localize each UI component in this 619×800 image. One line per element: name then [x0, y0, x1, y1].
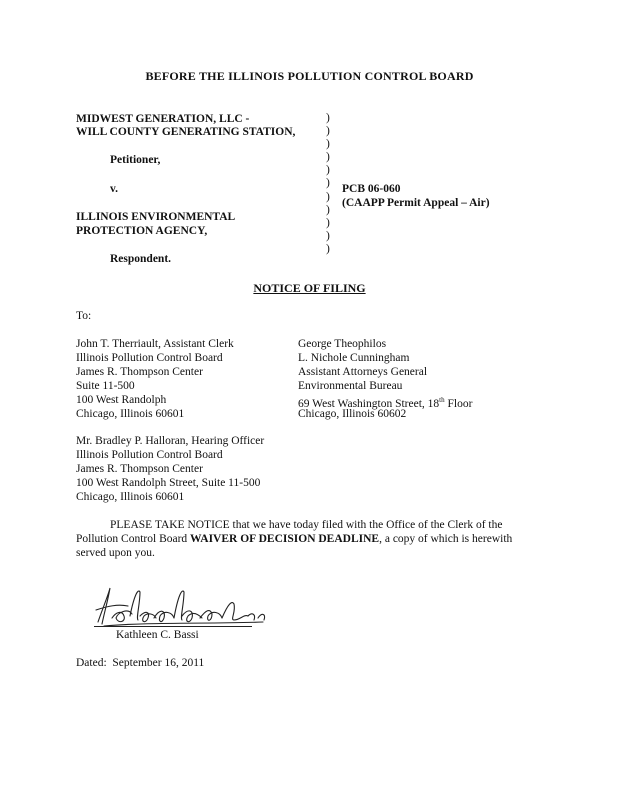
address-line: Chicago, Illinois 60601 — [76, 491, 185, 503]
body-line-1 — [110, 518, 502, 533]
petitioner-role: Petitioner, — [110, 154, 161, 166]
notice-emphasis: PLEASE TAKE NOTICE — [110, 519, 230, 531]
handwritten-signature — [88, 582, 288, 632]
petitioner-name-line1: MIDWEST GENERATION, LLC - — [76, 113, 250, 125]
notice-title: NOTICE OF FILING — [253, 281, 366, 295]
address-line: Mr. Bradley P. Halloran, Hearing Officer — [76, 435, 265, 447]
address-line: James R. Thompson Center — [76, 463, 203, 475]
case-number: PCB 06-060 — [342, 183, 401, 195]
respondent-name-line1: ILLINOIS ENVIRONMENTAL — [76, 211, 236, 223]
ordinal-suffix: th — [439, 396, 445, 404]
address-line: 100 West Randolph — [76, 394, 167, 406]
address-line: Chicago, Illinois 60601 — [76, 408, 185, 420]
respondent-role: Respondent. — [110, 253, 172, 265]
address-line: Illinois Pollution Control Board — [76, 449, 223, 461]
address-line: Assistant Attorneys General — [298, 366, 428, 378]
address-line: Environmental Bureau — [298, 380, 403, 392]
address-line: Illinois Pollution Control Board — [76, 352, 223, 364]
caption-bracket: ) ) ) ) ) ) ) ) ) ) ) — [326, 112, 330, 255]
body-line-2 — [76, 532, 512, 547]
body-text: , a copy of which is herewith — [379, 533, 513, 545]
address-line: Suite 11-500 — [76, 380, 135, 392]
floor-text: Floor — [444, 397, 473, 410]
body-text: Pollution Control Board — [76, 533, 191, 545]
document-title: WAIVER OF DECISION DEADLINE — [190, 533, 380, 545]
court-heading: BEFORE THE ILLINOIS POLLUTION CONTROL BOARD — [145, 69, 474, 83]
date-line: Dated: September 16, 2011 — [76, 657, 205, 669]
body-text: that we have today filed with the Office of the Clerk of the — [229, 519, 503, 531]
address-line: George Theophilos — [298, 338, 387, 350]
address-line: James R. Thompson Center — [76, 366, 203, 378]
street-text: 69 West Washington Street, 18 — [298, 397, 440, 410]
petitioner-name-line2: WILL COUNTY GENERATING STATION, — [76, 126, 296, 138]
case-type: (CAAPP Permit Appeal – Air) — [342, 197, 490, 209]
address-line: L. Nichole Cunningham — [298, 352, 410, 364]
signature-line — [94, 626, 252, 627]
respondent-name-line2: PROTECTION AGENCY, — [76, 225, 208, 237]
address-line: Chicago, Illinois 60602 — [298, 408, 407, 420]
address-line: 100 West Randolph Street, Suite 11-500 — [76, 477, 261, 489]
to-label: To: — [76, 310, 92, 322]
versus-label: v. — [110, 183, 118, 195]
signatory-name: Kathleen C. Bassi — [116, 629, 199, 641]
body-line-3: served upon you. — [76, 547, 155, 559]
address-line: John T. Therriault, Assistant Clerk — [76, 338, 234, 350]
